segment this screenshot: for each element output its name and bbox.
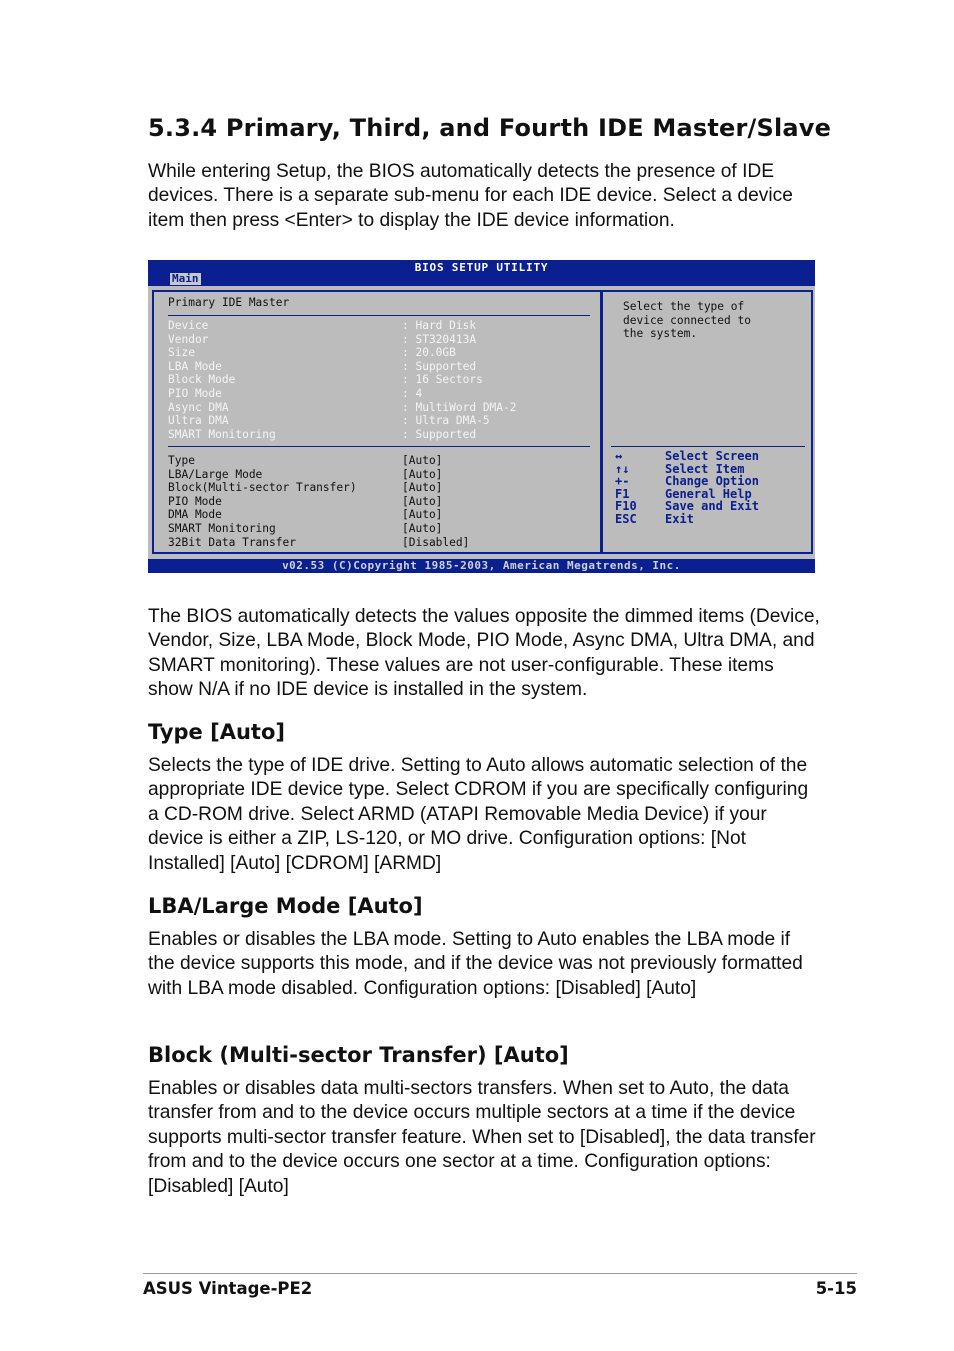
setting-row-value: [Auto] <box>402 467 443 481</box>
info-row-value: : 20.0GB <box>402 346 456 360</box>
setting-row-label: LBA/Large Mode <box>168 467 263 481</box>
key-name: F1 <box>615 486 630 501</box>
heading-divider <box>168 315 590 316</box>
bios-copyright: v02.53 (C)Copyright 1985-2003, American Megatrends, Inc. <box>148 559 815 573</box>
bios-screenshot <box>148 260 815 573</box>
info-row-label: Block Mode <box>168 373 236 387</box>
setting-row-value: [Auto] <box>402 494 443 508</box>
auto-detect-paragraph: The BIOS automatically detects the values opposite the dimmed items (Device, Vendor, Size, LBA Mode, Block Mode, PIO Mode, Async DMA, Ultra DMA, and SMART monitoring). These values are not user-configurable. These items show N/A if no IDE device is installed in the system. <box>148 606 820 701</box>
help-text: Select the type of device connected to the system. <box>623 300 751 340</box>
key-description: Change Option <box>665 474 759 488</box>
footer-product: ASUS Vintage-PE2 <box>143 1279 313 1298</box>
panel-heading: Primary IDE Master <box>168 296 290 309</box>
setting-row-label: DMA Mode <box>168 508 222 522</box>
bios-help-panel <box>601 290 813 554</box>
key-description: Select Item <box>665 461 745 476</box>
bios-title: BIOS SETUP UTILITY <box>414 261 549 274</box>
key-name: ↑↓ <box>615 461 630 476</box>
key-description: General Help <box>665 486 752 501</box>
type-paragraph: Selects the type of IDE drive. Setting to Auto allows automatic selection of the appropriate IDE device type. Select CDROM if you are specifically configuring a CD-ROM drive. Select ARMD (ATAPI Removable Media Device) if your device is either a ZIP, LS-120, or MO drive. Configuration options: [Not Installed] [Auto] [CDROM] [ARMD] <box>148 755 809 874</box>
bios-title-bar <box>148 260 815 286</box>
info-row-label: Ultra DMA <box>168 414 229 428</box>
setting-row-value: [Disabled] <box>402 535 470 549</box>
info-row-value: : Ultra DMA-5 <box>402 414 490 428</box>
info-row-value: : ST320413A <box>402 332 477 346</box>
info-row-label: Async DMA <box>168 400 229 414</box>
info-row-value: : MultiWord DMA-2 <box>402 400 517 414</box>
setting-row-label: Type <box>168 454 195 467</box>
setting-row-label: 32Bit Data Transfer <box>168 535 296 549</box>
info-row-label: Size <box>168 346 195 360</box>
info-row-label: PIO Mode <box>168 387 222 400</box>
setting-row-value: [Auto] <box>402 481 443 495</box>
help-divider <box>611 446 805 447</box>
intro-paragraph: While entering Setup, the BIOS automatically detects the presence of IDE devices. There is a separate sub-menu for each IDE device. Select a device item then press <Enter> to display the IDE device information. <box>148 161 793 231</box>
type-heading: Type [Auto] <box>148 720 285 744</box>
info-row-value: : Supported <box>402 359 477 373</box>
key-name: F10 <box>615 499 637 513</box>
info-row-label: Vendor <box>168 332 209 346</box>
info-row-label: Device <box>168 319 209 332</box>
lba-paragraph: Enables or disables the LBA mode. Setting to Auto enables the LBA mode if the device supports this mode, and if the device was not previously formatted with LBA mode disabled. Configuration options: [Disabled] [Auto] <box>148 929 803 999</box>
setting-row-label: PIO Mode <box>168 494 222 508</box>
info-row-value: : 4 <box>402 387 423 400</box>
footer-page-number: 5-15 <box>815 1279 857 1298</box>
key-description: Save and Exit <box>665 499 759 513</box>
info-row-value: : 16 Sectors <box>402 373 483 387</box>
key-description: Select Screen <box>665 449 759 463</box>
bios-settings-panel <box>152 290 602 554</box>
block-heading: Block (Multi-sector Transfer) [Auto] <box>148 1043 569 1067</box>
key-name: ESC <box>615 511 637 526</box>
lba-heading: LBA/Large Mode [Auto] <box>148 894 423 918</box>
block-paragraph: Enables or disables data multi-sectors transfers. When set to Auto, the data transfer from and to the device occurs multiple sectors at a time if the device supports multi-sector transfer feature. When set to [Disabled], the data transfer from and to the device occurs one sector at a time. Configuration options: [Disabled] [Auto] <box>148 1078 816 1197</box>
info-divider <box>168 446 590 447</box>
setting-row-label: Block(Multi-sector Transfer) <box>168 481 357 495</box>
key-description: Exit <box>665 511 694 526</box>
key-name: ↔ <box>615 449 623 463</box>
section-title: 5.3.4 Primary, Third, and Fourth IDE Master/Slave <box>148 114 832 142</box>
setting-row-value: [Auto] <box>402 454 443 467</box>
info-row-label: LBA Mode <box>168 359 222 373</box>
info-row-value: : Hard Disk <box>402 319 477 332</box>
setting-row-value: [Auto] <box>402 522 443 535</box>
key-name: +- <box>615 474 630 488</box>
setting-row-label: SMART Monitoring <box>168 522 276 535</box>
info-row-value: : Supported <box>402 427 477 441</box>
bios-tab-main[interactable]: Main <box>172 272 199 285</box>
info-row-label: SMART Monitoring <box>168 427 276 441</box>
footer-divider <box>143 1273 857 1274</box>
setting-row-value: [Auto] <box>402 508 443 522</box>
